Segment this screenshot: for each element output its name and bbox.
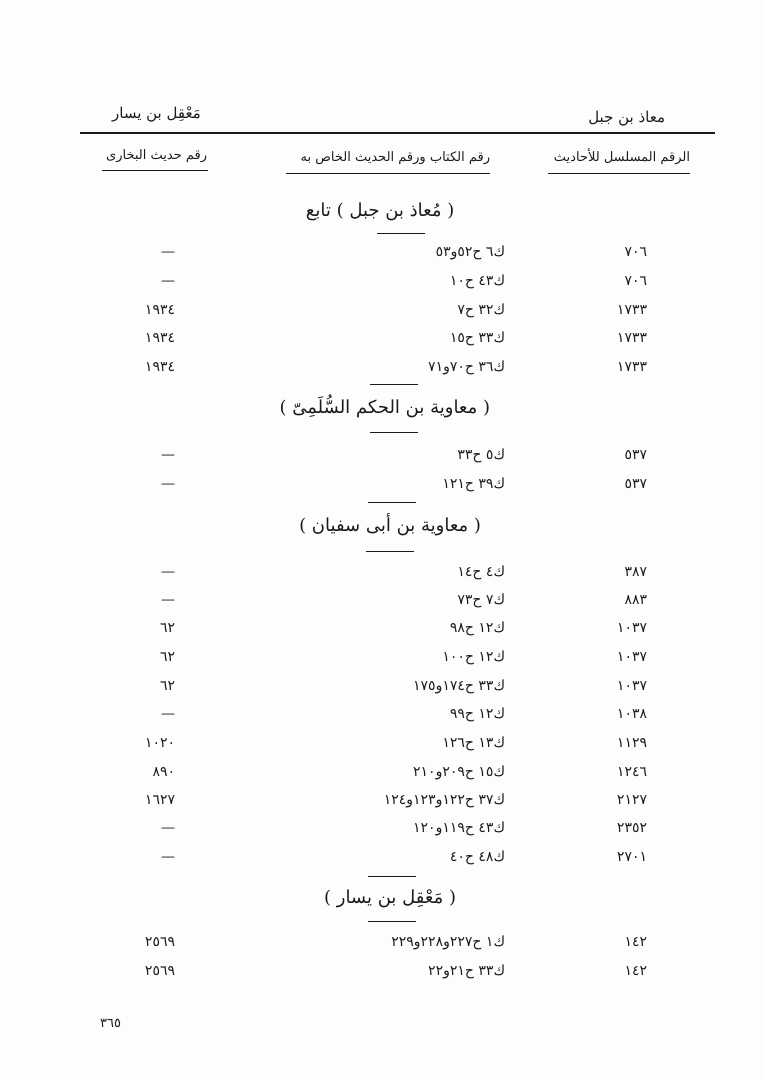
bukhari-number: ٦٢ bbox=[159, 649, 175, 665]
book-hadith-ref: ك٤٣ ح١١٩و١٢٠ bbox=[413, 820, 505, 836]
section-title: ( مُعاذ بن جبل ) تابع bbox=[305, 200, 455, 221]
bukhari-number: — bbox=[161, 849, 175, 865]
column-head-serial: الرقم المسلسل للأحاديث bbox=[553, 150, 690, 165]
serial-number: ٢٣٥٢ bbox=[616, 820, 647, 836]
serial-number: ٥٣٧ bbox=[624, 447, 647, 463]
section-rule bbox=[366, 551, 414, 552]
book-hadith-ref: ك٤٨ ح٤٠ bbox=[449, 849, 505, 865]
section-rule bbox=[368, 921, 416, 922]
table-row bbox=[0, 447, 765, 475]
serial-number: ١٠٣٧ bbox=[616, 649, 647, 665]
book-hadith-ref: ك٣٩ ح١٢١ bbox=[442, 476, 505, 492]
column-head-serial-underline bbox=[548, 173, 690, 174]
serial-number: ٣٨٧ bbox=[624, 564, 647, 580]
header-rule bbox=[80, 132, 715, 134]
table-row bbox=[0, 849, 765, 877]
table-row bbox=[0, 678, 765, 706]
column-head-bukhari: رقم حديث البخارى bbox=[106, 148, 207, 163]
book-hadith-ref: ك١ ح٢٢٧و٢٢٨و٢٢٩ bbox=[391, 934, 505, 950]
section-rule bbox=[368, 876, 416, 877]
serial-number: ١٧٣٣ bbox=[616, 302, 647, 318]
serial-number: ١٧٣٣ bbox=[616, 330, 647, 346]
table-row bbox=[0, 359, 765, 387]
table-row bbox=[0, 649, 765, 677]
column-head-bukhari-underline bbox=[102, 170, 208, 171]
table-row bbox=[0, 764, 765, 792]
book-hadith-ref: ك١٥ ح٢٠٩و٢١٠ bbox=[413, 764, 505, 780]
serial-number: ٢٧٠١ bbox=[616, 849, 647, 865]
serial-number: ١٠٣٧ bbox=[616, 678, 647, 694]
book-hadith-ref: ك٣٦ ح٧٠و٧١ bbox=[428, 359, 505, 375]
serial-number: ١١٢٩ bbox=[616, 735, 647, 751]
running-header-right: معاذ بن جبل bbox=[588, 108, 665, 126]
table-row bbox=[0, 620, 765, 648]
table-row bbox=[0, 792, 765, 820]
book-hadith-ref: ك١٣ ح١٢٦ bbox=[442, 735, 505, 751]
table-row bbox=[0, 244, 765, 272]
bukhari-number: — bbox=[161, 564, 175, 580]
bukhari-number: ٦٢ bbox=[159, 620, 175, 636]
serial-number: ١٢٤٦ bbox=[616, 764, 647, 780]
book-hadith-ref: ك١٢ ح٩٨ bbox=[449, 620, 505, 636]
serial-number: ١٤٢ bbox=[624, 963, 647, 979]
page-number: ٣٦٥ bbox=[100, 1016, 121, 1031]
book-hadith-ref: ك٣٣ ح١٧٤و١٧٥ bbox=[413, 678, 505, 694]
bukhari-number: ١٠٢٠ bbox=[144, 735, 175, 751]
bukhari-number: — bbox=[161, 820, 175, 836]
serial-number: ٧٠٦ bbox=[624, 244, 647, 260]
serial-number: ٥٣٧ bbox=[624, 476, 647, 492]
section-rule bbox=[370, 384, 418, 385]
section-rule bbox=[370, 432, 418, 433]
bukhari-number: — bbox=[161, 273, 175, 289]
bukhari-number: — bbox=[161, 476, 175, 492]
bukhari-number: ١٩٣٤ bbox=[144, 330, 175, 346]
table-row bbox=[0, 820, 765, 848]
bukhari-number: — bbox=[161, 706, 175, 722]
serial-number: ٢١٢٧ bbox=[616, 792, 647, 808]
book-hadith-ref: ك٣٣ ح٢١و٢٢ bbox=[428, 963, 505, 979]
serial-number: ١٠٣٨ bbox=[616, 706, 647, 722]
table-row bbox=[0, 330, 765, 358]
book-hadith-ref: ك٥ ح٣٣ bbox=[457, 447, 505, 463]
book-hadith-ref: ك٤٣ ح١٠ bbox=[449, 273, 505, 289]
table-row bbox=[0, 476, 765, 504]
book-hadith-ref: ك٣٢ ح٧ bbox=[457, 302, 505, 318]
book-hadith-ref: ك٣٧ ح١٢٢و١٢٣و١٢٤ bbox=[383, 792, 505, 808]
book-hadith-ref: ك١٢ ح٩٩ bbox=[449, 706, 505, 722]
bukhari-number: ٢٥٦٩ bbox=[144, 934, 175, 950]
bukhari-number: ١٦٢٧ bbox=[144, 792, 175, 808]
bukhari-number: ٦٢ bbox=[159, 678, 175, 694]
book-hadith-ref: ك٧ ح٧٣ bbox=[457, 592, 505, 608]
column-head-book-hadith: رقم الكتاب ورقم الحديث الخاص به bbox=[300, 150, 490, 165]
table-row bbox=[0, 963, 765, 991]
serial-number: ١٧٣٣ bbox=[616, 359, 647, 375]
serial-number: ٨٨٣ bbox=[624, 592, 647, 608]
section-rule bbox=[377, 233, 425, 234]
section-title: ( معاوية بن الحكم السُّلَمِىّ ) bbox=[279, 397, 490, 418]
book-hadith-ref: ك٣٣ ح١٥ bbox=[449, 330, 505, 346]
serial-number: ١٤٢ bbox=[624, 934, 647, 950]
book-hadith-ref: ك٤ ح١٤ bbox=[457, 564, 505, 580]
bukhari-number: ١٩٣٤ bbox=[144, 302, 175, 318]
running-header-left: مَعْقِل بن يسار bbox=[112, 104, 201, 122]
serial-number: ١٠٣٧ bbox=[616, 620, 647, 636]
table-row bbox=[0, 273, 765, 301]
bukhari-number: ٨٩٠ bbox=[152, 764, 175, 780]
section-title: ( مَعْقِل بن يسار ) bbox=[324, 887, 456, 908]
bukhari-number: — bbox=[161, 244, 175, 260]
serial-number: ٧٠٦ bbox=[624, 273, 647, 289]
section-rule bbox=[368, 502, 416, 503]
bukhari-number: ٢٥٦٩ bbox=[144, 963, 175, 979]
table-row bbox=[0, 706, 765, 734]
table-row bbox=[0, 934, 765, 962]
bukhari-number: — bbox=[161, 447, 175, 463]
book-hadith-ref: ك٦ ح٥٢و٥٣ bbox=[435, 244, 505, 260]
table-row bbox=[0, 735, 765, 763]
book-hadith-ref: ك١٢ ح١٠٠ bbox=[442, 649, 505, 665]
table-row bbox=[0, 302, 765, 330]
section-title: ( معاوية بن أبى سفيان ) bbox=[299, 515, 481, 536]
bukhari-number: ١٩٣٤ bbox=[144, 359, 175, 375]
column-head-book-hadith-underline bbox=[286, 173, 490, 174]
bukhari-number: — bbox=[161, 592, 175, 608]
table-row bbox=[0, 564, 765, 592]
table-row bbox=[0, 592, 765, 620]
